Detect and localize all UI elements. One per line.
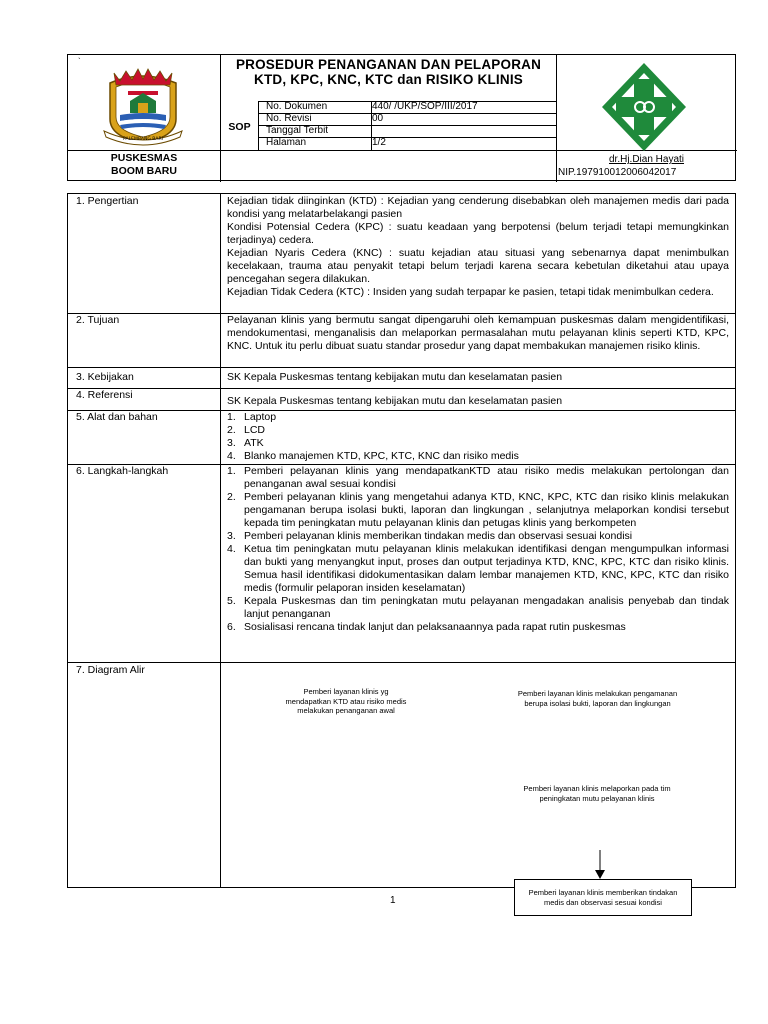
section-label: 7. Diagram Alir — [76, 664, 145, 676]
page-number: 1 — [390, 895, 396, 906]
section-content — [227, 411, 729, 463]
item-number: 1. — [227, 411, 236, 423]
meta-row — [258, 113, 556, 125]
equipment-list — [227, 411, 729, 463]
section-content — [227, 314, 729, 353]
item-text: Kepala Puskesmas dan tim peningkatan mutu pelayanan mengadakan analisis penyebab dan tindak lanjut penanganan — [244, 595, 729, 620]
item-number: 3. — [227, 530, 236, 542]
item-text: Ketua tim peningkatan mutu pelayanan klinis melakukan identifikasi dengan mengumpulkan informasi dan bukti yang menyangkut input, proses dan output terjadinya KTD, KNC, KPC, KTC dan risiko klinis. Semua hasil identifikasi didokumentasikan dalam lembar manajemen KTD, KNC, KPC, KTC dan risiko medis (formulir pelaporan insiden keselamatan) — [244, 543, 729, 594]
corner-mark: ` — [78, 57, 81, 66]
flow-step-3: Pemberi layanan klinis melaporkan pada tim peningkatan mutu pelayanan klinis — [523, 784, 671, 803]
list-item — [227, 491, 729, 530]
list-item — [227, 530, 729, 543]
list-item — [227, 543, 729, 595]
item-text: Blanko manajemen KTD, KPC, KTC, KNC dan risiko medis — [244, 450, 519, 462]
meta-row — [258, 101, 556, 113]
meta-key: Tanggal Terbit — [266, 125, 329, 136]
item-number: 2. — [227, 491, 236, 503]
list-item — [227, 465, 729, 491]
paragraph: SK Kepala Puskesmas tentang kebijakan mutu dan keselamatan pasien — [227, 395, 563, 407]
section-label: 2. Tujuan — [76, 314, 120, 326]
signer-name: dr.Hj.Dian Hayati — [608, 154, 685, 165]
section-label: 3. Kebijakan — [76, 371, 134, 383]
item-text: Pemberi pelayanan klinis memberikan tindakan medis dan observasi sesuai kondisi — [244, 530, 633, 542]
city-crest-logo-icon — [100, 61, 186, 147]
document-meta — [258, 101, 556, 149]
column-divider — [220, 194, 221, 887]
signer-block — [556, 153, 737, 179]
item-text: Pemberi pelayanan klinis yang mengetahui adanya KTD, KNC, KPC, KTC dan risiko klinis melakukan pengamanan berupa isolasi bukti, laporan dan lingkungan , selanjutnya melaporkan kondisi tersebut kepada tim peningkatan mutu pelayanan klinis dan petugas klinis yang berkompeten — [244, 491, 729, 529]
org-line: BOOM BARU — [111, 164, 177, 177]
arrow-down-icon — [592, 850, 608, 880]
flow-step-2: Pemberi layanan klinis melakukan pengamanan berupa isolasi bukti, laporan dan lingkungan — [517, 689, 678, 708]
paragraph: Pelayanan klinis yang bermutu sangat dipengaruhi oleh kemampuan puskesmas dalam mengidentifikasi, mendokumentasi, menganalisis dan melaporkan permasalahan mutu pelayanan klinis seperti KTD, KPC, KNC. Untuk itu perlu dibuat suatu standar prosedur yang dapat membakukan manajemen risiko klinis. — [227, 314, 729, 352]
list-item — [227, 411, 729, 424]
steps-list — [227, 465, 729, 634]
header-table — [67, 54, 736, 181]
org-line: PUSKESMAS — [110, 152, 178, 164]
organization-name — [68, 152, 220, 177]
section-label: 5. Alat dan bahan — [76, 411, 158, 423]
item-number: 1. — [227, 465, 236, 477]
item-number: 6. — [227, 621, 236, 633]
meta-key: Halaman — [266, 137, 307, 148]
item-text: Pemberi pelayanan klinis yang mendapatkanKTD atau risiko medis melakukan pertolongan dan penanganan awal sesuai kondisi — [244, 465, 729, 490]
section-content — [227, 395, 729, 408]
flow-step-1: Pemberi layanan klinis yg mendapatkan KTD atau risiko medis melakukan penanganan awal — [285, 687, 407, 715]
section-label: 6. Langkah-langkah — [76, 465, 169, 477]
paragraph: Kejadian tidak diinginkan (KTD) : Kejadian yang cenderung disebabkan oleh manajemen medis dari pada kondisi yang melatarbelakangi pasien — [227, 195, 729, 220]
paragraph: Kondisi Potensial Cedera (KPC) : suatu keadaan yang berpotensi (belum terjadi tetapi memungkinkan terjadinya) cedera. — [227, 221, 729, 246]
document-title: PROSEDUR PENANGANAN DAN PELAPORAN KTD, KPC, KNC, KTC dan RISIKO KLINIS — [235, 57, 542, 87]
list-item — [227, 621, 729, 634]
section-label: 1. Pengertian — [76, 195, 139, 207]
list-item — [227, 424, 729, 437]
section-content — [227, 195, 729, 299]
paragraph: Kejadian Nyaris Cedera (KNC) : suatu kejadian atau situasi yang sebenarnya dapat menimbulkan kecelakaan, trauma atau penyakit tetapi belum terjadi karena secara kebetulan diketahui atau upaya pencegahan segera dilakukan. — [227, 247, 729, 285]
item-number: 2. — [227, 424, 236, 436]
section-label: 4. Referensi — [76, 389, 133, 401]
sop-label: SOP — [228, 121, 251, 133]
puskesmas-cross-logo-icon — [596, 59, 692, 155]
item-number: 4. — [227, 450, 236, 462]
meta-value: 440/ /UKP/SOP/III/2017 — [372, 101, 478, 112]
row-divider — [68, 662, 735, 663]
flow-step-4: Pemberi layanan klinis memberikan tindakan medis dan observasi sesuai kondisi — [514, 879, 692, 916]
meta-row — [258, 125, 556, 137]
meta-key: No. Revisi — [266, 113, 312, 124]
section-content — [227, 465, 729, 634]
item-text: LCD — [244, 424, 266, 436]
item-text: Sosialisasi rencana tindak lanjut dan pelaksanaannya pada rapat rutin puskesmas — [244, 621, 626, 633]
meta-key: No. Dokumen — [266, 101, 328, 112]
paragraph: SK Kepala Puskesmas tentang kebijakan mutu dan keselamatan pasien — [227, 371, 563, 383]
list-item — [227, 437, 729, 450]
signer-nip: NIP.197910012006042017 — [558, 167, 677, 178]
meta-row — [258, 137, 556, 149]
item-number: 5. — [227, 595, 236, 607]
row-divider — [68, 367, 735, 368]
svg-text:PALEMBANG BARI: PALEMBANG BARI — [123, 137, 163, 142]
section-content — [227, 371, 729, 384]
list-item — [227, 450, 729, 463]
item-text: Laptop — [244, 411, 277, 423]
paragraph: Kejadian Tidak Cedera (KTC) : Insiden yang sudah terpapar ke pasien, tetapi tidak menimbulkan cedera. — [227, 286, 714, 298]
item-text: ATK — [244, 437, 264, 449]
header-divider — [220, 55, 221, 182]
item-number: 4. — [227, 543, 236, 555]
meta-value: 1/2 — [372, 137, 386, 148]
meta-value: 00 — [372, 113, 384, 124]
item-number: 3. — [227, 437, 236, 449]
list-item — [227, 595, 729, 621]
